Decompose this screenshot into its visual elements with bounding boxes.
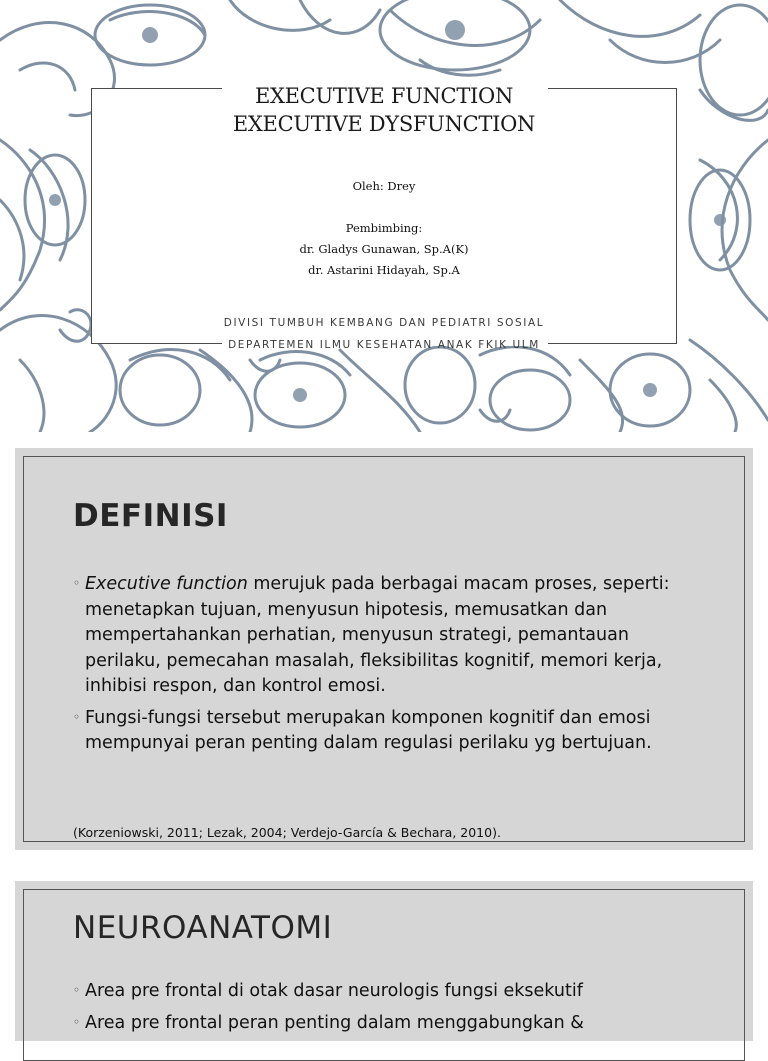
bullet-list [73, 979, 703, 1042]
bullet-icon: ◦ [73, 709, 81, 724]
bullet-text: merujuk pada berbagai macam proses, seperti: menetapkan tujuan, menyusun hipotesis, memusatkan dan mempertahankan perhatian, menyusun strategi, pemantauan perilaku, pemecahan masalah, fleksibilitas kognitif, memori kerja, inhibisi respon, dan kontrol emosi. [85, 574, 670, 696]
bullet-icon: ◦ [73, 576, 81, 590]
bullet-text: Area pre frontal peran penting dalam menggabungkan & [85, 1012, 584, 1033]
list-item [73, 572, 703, 700]
advisor-1: dr. Gladys Gunawan, Sp.A(K) [299, 242, 469, 256]
bullet-icon: ◦ [73, 1014, 81, 1029]
bullet-icon: ◦ [73, 983, 81, 997]
slide-heading: NEUROANATOMI [73, 910, 333, 946]
advisor-2: dr. Astarini Hidayah, Sp.A [308, 263, 460, 277]
citation: (Korzeniowski, 2011; Lezak, 2004; Verdejo-García & Bechara, 2010). [73, 825, 501, 840]
title-line-2: EXECUTIVE DYSFUNCTION [232, 112, 536, 136]
bullet-text: Area pre frontal di otak dasar neurologis fungsi eksekutif [85, 981, 583, 1001]
division-line: DIVISI TUMBUH KEMBANG DAN PEDIATRI SOSIAL [223, 317, 545, 329]
slide-heading: DEFINISI [73, 498, 228, 534]
title-line-1: EXECUTIVE FUNCTION [254, 84, 514, 108]
bullet-text: Fungsi-fungsi tersebut merupakan komponen kognitif dan emosi mempunyai peran penting dalam regulasi perilaku yg bertujuan. [85, 707, 652, 753]
list-item [73, 1011, 703, 1037]
title-slide [0, 0, 768, 432]
bullet-list [73, 572, 703, 763]
advisor-label: Pembimbing: [345, 221, 423, 235]
neuroanatomi-slide [15, 881, 753, 1041]
list-item [73, 979, 703, 1005]
bullet-text-italic: Executive function [85, 574, 248, 594]
definisi-slide [15, 448, 753, 850]
list-item [73, 706, 703, 757]
author-line: Oleh: Drey [352, 179, 416, 193]
department-line: DEPARTEMEN ILMU KESEHATAN ANAK FKIK ULM [228, 339, 540, 351]
